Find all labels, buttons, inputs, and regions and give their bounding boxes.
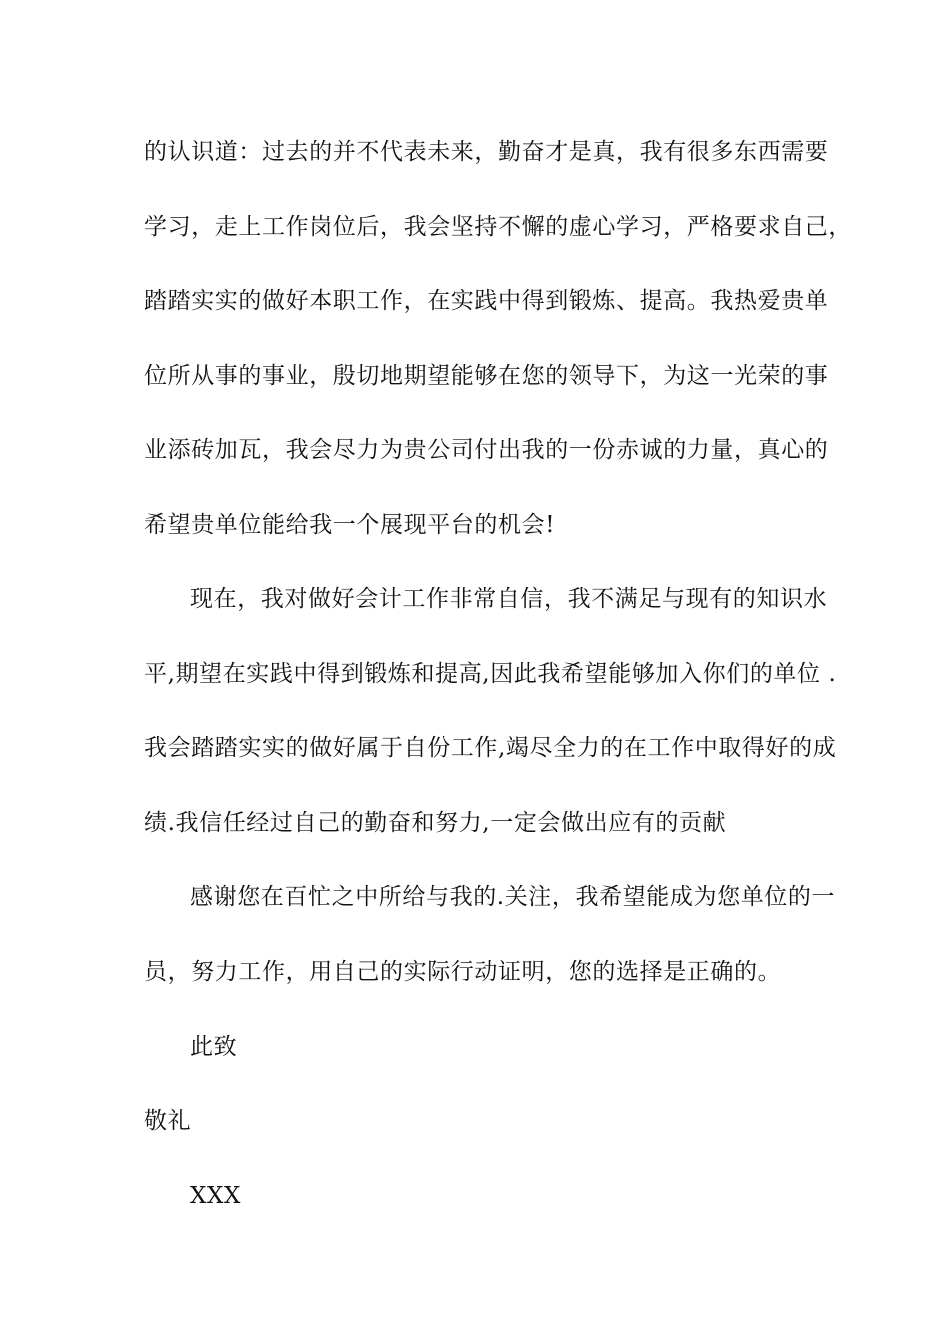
text-line: 位所从事的事业，殷切地期望能够在您的领导下，为这一光荣的事 [144, 363, 829, 389]
signature: XXX [190, 1183, 241, 1209]
text-line: 业添砖加瓦，我会尽力为贵公司付出我的一份赤诚的力量，真心的 [144, 437, 829, 463]
text-line: 的认识道：过去的并不代表未来，勤奋才是真，我有很多东西需要 [144, 139, 829, 165]
paragraph-first-line: 现在，我对做好会计工作非常自信，我不满足与现有的知识水 [190, 586, 828, 612]
closing-phrase: 此致 [190, 1034, 238, 1060]
text-line: 员，努力工作，用自己的实际行动证明，您的选择是正确的。 [144, 959, 782, 985]
paragraph-first-line: 感谢您在百忙之中所给与我的.关注，我希望能成为您单位的一 [190, 884, 836, 910]
text-line: 希望贵单位能给我一个展现平台的机会! [144, 512, 556, 538]
salutation: 敬礼 [144, 1108, 192, 1134]
text-line: 平,期望在实践中得到锻炼和提高,因此我希望能够加入你们的单位 . [144, 661, 837, 687]
text-line: 绩.我信任经过自己的勤奋和努力,一定会做出应有的贡献 [144, 810, 727, 836]
text-line: 我会踏踏实实的做好属于自份工作,竭尽全力的在工作中取得好的成 [144, 735, 837, 761]
text-line: 踏踏实实的做好本职工作，在实践中得到锻炼、提高。我热爱贵单 [144, 288, 829, 314]
text-line: 学习，走上工作岗位后，我会坚持不懈的虚心学习，严格要求自己， [144, 214, 852, 240]
